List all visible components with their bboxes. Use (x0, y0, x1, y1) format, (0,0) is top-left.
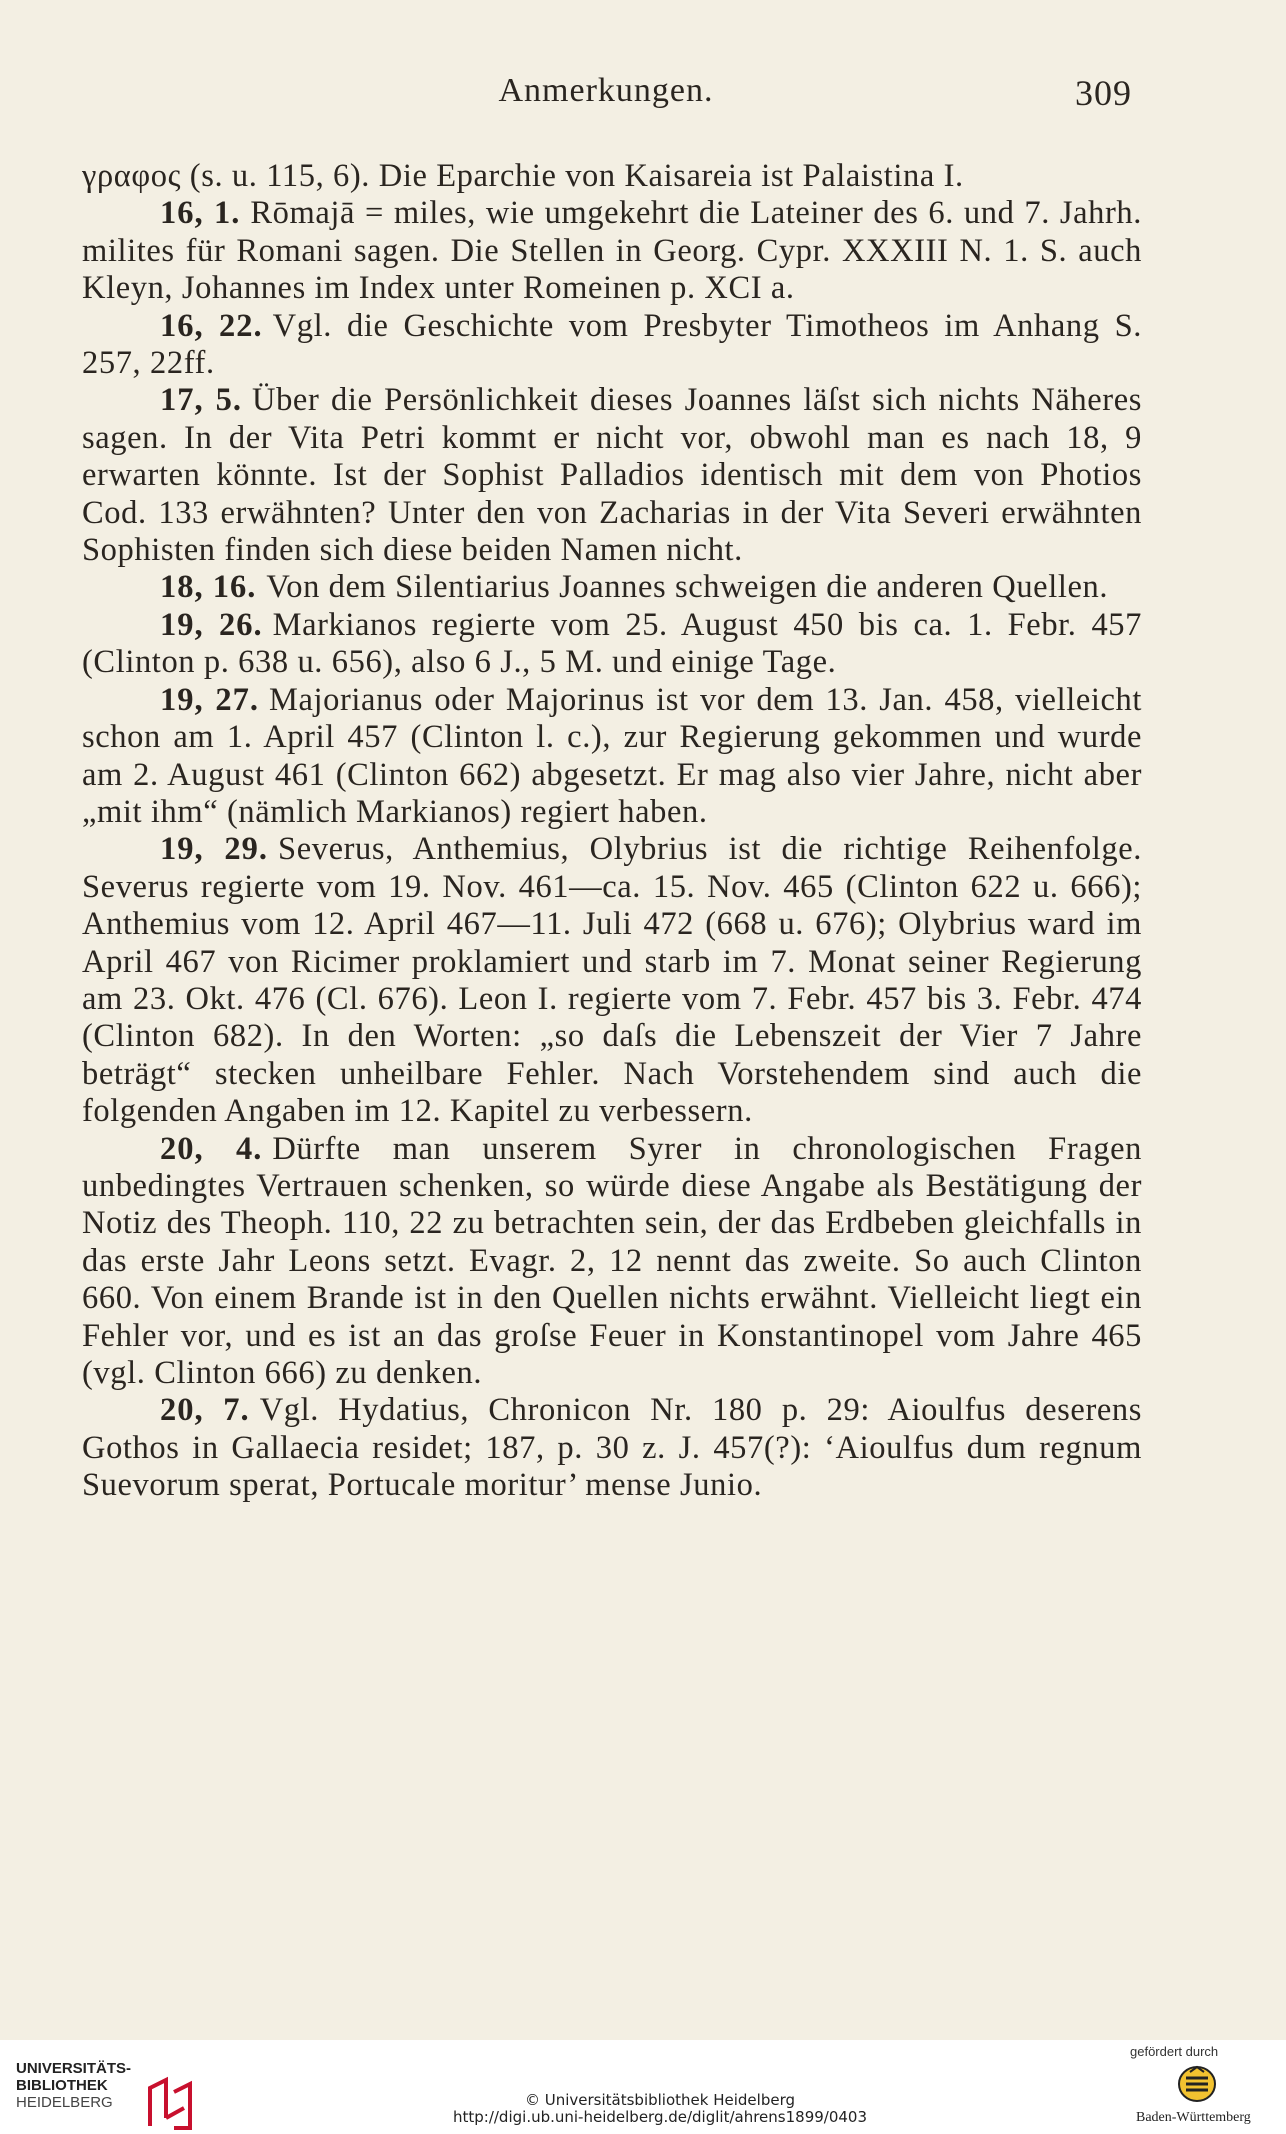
note-reference: 18, 16. (160, 569, 257, 606)
note-reference: 17, 5. (160, 382, 243, 419)
note (82, 682, 1142, 832)
funder-label: gefördert durch (1130, 2044, 1219, 2059)
note-text: Vgl. die Geschichte vom Presbyter Timotheos im Anhang S. 257, 22ff. (82, 307, 1142, 382)
note-text: Markianos regierte vom 25. August 450 bis ca. 1. Febr. 457 (Clinton p. 638 u. 656), also 6 J., 5 M. und einige Tage. (82, 606, 1143, 681)
copyright-block (380, 2092, 940, 2126)
notes-body (82, 158, 1142, 1505)
note-continuation (82, 158, 1142, 195)
note-reference: 19, 29. (160, 831, 269, 868)
note-reference: 20, 7. (160, 1392, 250, 1429)
source-url[interactable]: http://digi.ub.uni-heidelberg.de/diglit/ahrens1899/0403 (452, 2108, 868, 2126)
funder-name: Baden-Württemberg (1136, 2110, 1251, 2125)
note-reference: 19, 26. (160, 606, 263, 643)
note (82, 1131, 1142, 1393)
note-text: Rōmajā = miles, wie umgekehrt die Lateiner des 6. und 7. Jahrh. milites für Romani sagen. Die Stellen in Georg. Cypr. XXXIII N. 1. S. auch Kleyn, Johannes im Index unter Romeinen p. XCI a. (82, 195, 1143, 307)
note-reference: 16, 1. (160, 195, 241, 232)
note-text: Von dem Silentiarius Joannes schweigen die anderen Quellen. (266, 569, 1109, 606)
note-text: Majorianus oder Majorinus ist vor dem 13. Jan. 458, vielleicht schon am 1. April 457 (Clinton l. c.), zur Regierung gekommen und wurde am 2. August 461 (Clinton 662) abgesetzt. Er mag also vier Jahre, nicht aber „mit ihm“ (nämlich Markianos) regiert haben. (82, 681, 1142, 830)
note-text: γραφος (s. u. 115, 6). Die Eparchie von Kaisareia ist Palaistina I. (82, 158, 964, 194)
note-reference: 20, 4. (160, 1130, 263, 1167)
library-name-line: UNIVERSITÄTS- (16, 2060, 132, 2077)
library-name-line: BIBLIOTHEK (16, 2077, 108, 2094)
baden-wuerttemberg-crest-icon (1176, 2064, 1218, 2104)
ub-heidelberg-logo-icon (144, 2076, 194, 2132)
note-text: Severus, Anthemius, Olybrius ist die richtige Reihenfolge. Severus regierte vom 19. Nov. 461—ca. 15. Nov. 465 (Clinton 622 u. 666); Anthemius vom 12. April 467—11. Juli 472 (668 u. 676); Olybrius ward im April 467 von Ricimer proklamiert und starb im 7. Monat seiner Regierung am 23. Okt. 476 (Cl. 676). Leon I. regierte vom 7. Febr. 457 bis 3. Febr. 474 (Clinton 682). In den Worten: „so daſs die Lebenszeit der Vier 7 Jahre beträgt“ stecken unheilbare Fehler. Nach Vorstehendem sind auch die folgenden Angaben im 12. Kapitel zu verbessern. (82, 831, 1142, 1130)
note (82, 569, 1142, 606)
library-name-line: HEIDELBERG (16, 2094, 113, 2111)
running-title: Anmerkungen. (498, 72, 714, 109)
copyright-text: © Universitätsbibliothek Heidelberg (524, 2091, 795, 2109)
note-text: Vgl. Hydatius, Chronicon Nr. 180 p. 29: Aioulfus deserens Gothos in Gallaecia residet; 187, p. 30 z. J. 457(?): ‘Aioulfus dum regnum Suevorum sperat, Portucale moritur’ mense Junio. (82, 1392, 1143, 1504)
note (82, 831, 1142, 1130)
note-reference: 19, 27. (160, 681, 259, 718)
note (82, 308, 1142, 383)
digitization-footer (0, 2040, 1286, 2134)
note-text: Über die Persönlichkeit dieses Joannes läſst sich nichts Näheres sagen. In der Vita Petri kommt er nicht vor, obwohl man es nach 18, 9 erwarten könnte. Ist der Sophist Palladios identisch mit dem von Photios Cod. 133 erwähnten? Unter den von Zacharias in der Vita Severi erwähnten Sophisten finden sich diese beiden Namen nicht. (82, 382, 1143, 569)
library-logo (16, 2060, 186, 2130)
page-header (80, 72, 1132, 122)
note (82, 607, 1142, 682)
note-reference: 16, 22. (160, 307, 263, 344)
note-text: Dürfte man unserem Syrer in chronologischen Fragen unbedingtes Vertrauen schenken, so würde diese Angabe als Bestätigung der Notiz des Theoph. 110, 22 zu betrachten sein, der das Erdbeben gleichfalls in das erste Jahr Leons setzt. Evagr. 2, 12 nennt das zweite. So auch Clinton 660. Von einem Brande ist in den Quellen nichts erwähnt. Vielleicht liegt ein Fehler vor, und es ist an das groſse Feuer in Konstantinopel vom Jahre 465 (vgl. Clinton 666) zu denken. (82, 1130, 1142, 1391)
note (82, 382, 1142, 569)
note (82, 1392, 1142, 1504)
page-number: 309 (1075, 73, 1132, 113)
note (82, 195, 1142, 307)
